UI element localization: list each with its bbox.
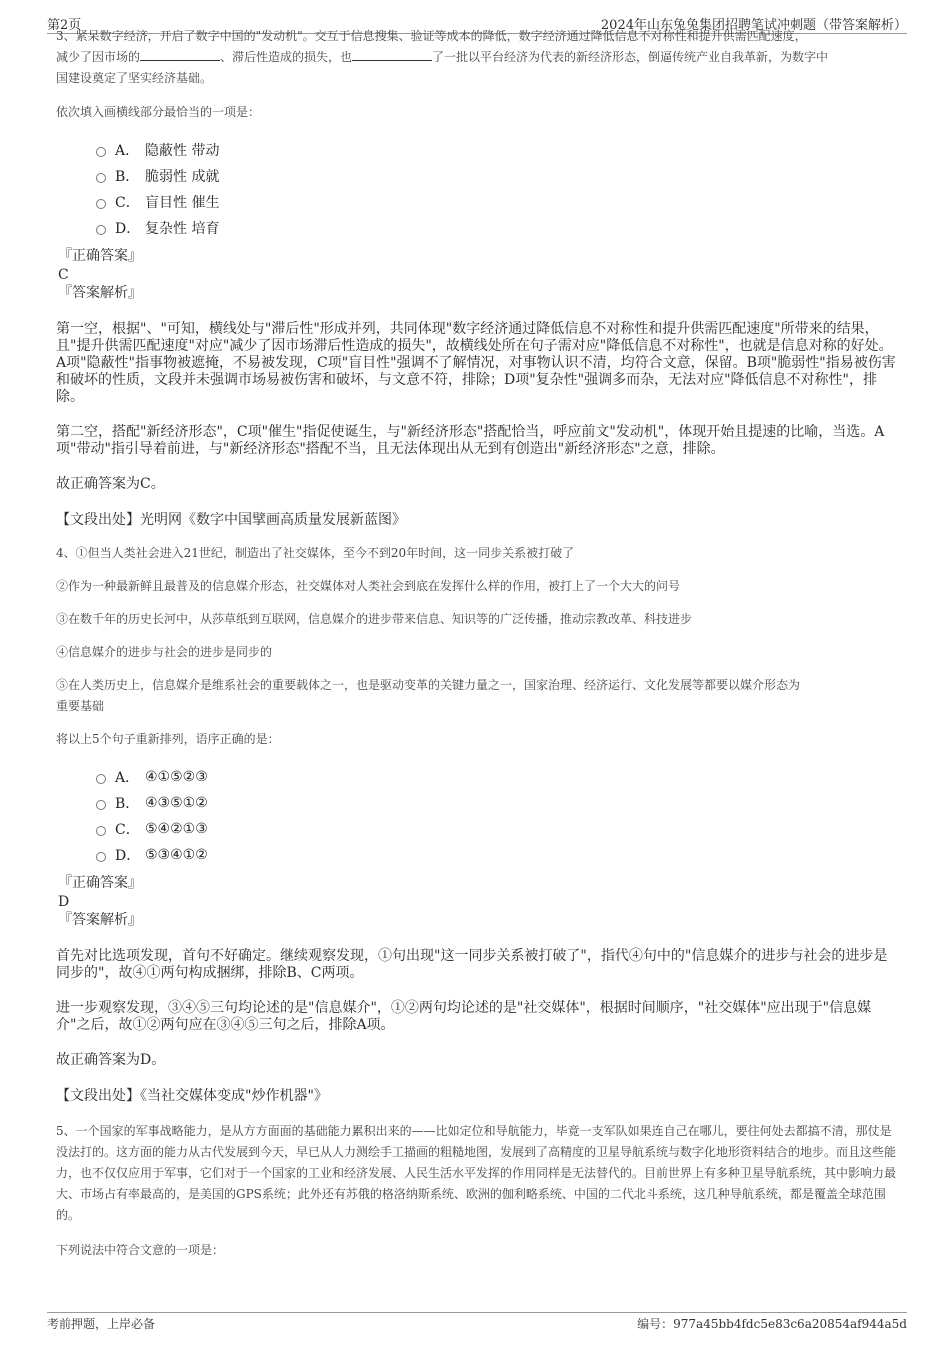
q4-option-c[interactable]: C． ⑤④②①③ [96,816,896,842]
q4-option-b[interactable]: B． ④③⑤①② [96,790,896,816]
q4-options [96,764,896,868]
q4-sentence-5: ⑤在人类历史上，信息媒介是维系社会的重要载体之一，也是驱动变革的关键力量之一，国家治理、经济运行、文化发展等都要以媒介形态为 重要基础 [56,678,801,713]
q3-conclusion: 故正确答案为C。 [56,476,165,492]
page-content [56,29,897,1261]
blank-2 [352,48,432,61]
radio-icon[interactable] [96,826,106,836]
q4-analysis-p2: 进一步观察发现，③④⑤三句均论述的是"信息媒介"，①②两句均论述的是"社交媒体"，根据时间顺序，"社交媒体"应出现于"信息媒介"之后，故①②两句应在③④⑤三句之后，排除A项。 [56,1000,872,1033]
q3-line2 [56,47,896,68]
q4-sentence-2: ②作为一种最新鲜且最普及的信息媒介形态，社交媒体对人类社会到底在发挥什么样的作用，被打上了一个大大的问号 [56,579,681,593]
radio-icon[interactable] [96,852,106,862]
q4-answer-label: 『正确答案』 [58,875,142,891]
radio-icon[interactable] [96,800,106,810]
document-title: 2024年山东兔兔集团招聘笔试冲刺题（带答案解析） [600,18,907,33]
q4-prompt: 将以上5个句子重新排列，语序正确的是： [56,732,280,746]
q3-option-b[interactable]: B． 脆弱性 成就 [96,163,896,189]
q3-option-c[interactable]: C． 盲目性 催生 [96,189,896,215]
footer-divider [47,1312,907,1313]
radio-icon[interactable] [96,147,106,157]
radio-icon[interactable] [96,173,106,183]
q5-stem: 5、一个国家的军事战略能力，是从方方面面的基础能力累积出来的——比如定位和导航能力，毕竟一支军队如果连自己在哪儿，要往何处去都搞不清，那仗是没法打的。这方面的能力从古代发展到今天，早已从人力测绘手工描画的粗糙地图，发展到了高精度的卫星导航系统与数字化地形资料结合的地步。而且这些能力，也不仅仅应用于军事，它们对于一个国家的工业和经济发展、人民生活水平发挥的作用同样是无法替代的。目前世界上有多种卫星导航系统，其中影响力最大、市场占有率最高的，是美国的GPS系统；此外还有苏俄的格洛纳斯系统、欧洲的伽利略系统、中国的二代北斗系统，这几种导航系统，都是覆盖全球范围的。 [56,1124,897,1222]
q3-line1: 3、紧呆数字经济，开启了数字中国的"发动机"。交互于信息搜集、验证等成本的降低，数字经济通过降低信息不对称性和提升供需匹配速度， [56,29,807,43]
q3-analysis-p2: 第二空，搭配"新经济形态"，C项"催生"指促使诞生，与"新经济形态"搭配恰当，呼应前文"发动机"，体现开始且提速的比喻，当选。A项"带动"指引导着前进，与"新经济形态"搭配不当，且无法体现出从无到有创造出"新经济形态"之意，排除。 [56,424,885,457]
q3-prompt: 依次填入画横线部分最恰当的一项是： [56,105,261,119]
footer-slogan: 考前押题，上岸必备 [47,1317,156,1331]
document-id: 编号：977a45bb4fdc5e83c6a20854af944a5d [637,1317,907,1331]
q4-sentence-4: ④信息媒介的进步与社会的进步是同步的 [56,645,273,659]
q3-answer: C [58,267,69,283]
radio-icon[interactable] [96,774,106,784]
blank-1 [140,48,220,61]
q4-source: 【文段出处】《当社交媒体变成"炒作机器"》 [56,1088,328,1104]
q4-option-d[interactable]: D． ⑤③④①② [96,842,896,868]
q4-analysis-label: 『答案解析』 [58,912,142,928]
radio-icon[interactable] [96,225,106,235]
q4-conclusion: 故正确答案为D。 [56,1052,166,1068]
radio-icon[interactable] [96,199,106,209]
q3-analysis-p1: 第一空，根据"、"可知，横线处与"滞后性"形成并列，共同体现"数字经济通过降低信息不对称性和提升供需匹配速度"所带来的结果，且"提升供需匹配速度"对应"减少了因市场滞后性造成的损失"，故横线处所在句子需对应"降低信息不对称性"，也就是信息对称的好处。A项"隐蔽性"指事物被遮掩，不易被发现，C项"盲目性"强调不了解情况，对事物认识不清，均符合文意，保留。B项"脆弱性"指易被伤害和破坏的性质，文段并未强调市场易被伤害和破坏，与文意不符，排除；D项"复杂性"强调多而杂，无法对应"降低信息不对称性"，排除。 [56,321,896,405]
q3-analysis-label: 『答案解析』 [58,285,142,301]
q4-sentence-3: ③在数千年的历史长河中，从莎草纸到互联网，信息媒介的进步带来信息、知识等的广泛传播，推动宗教改革、科技进步 [56,612,693,626]
q4-option-a[interactable]: A． ④①⑤②③ [96,764,896,790]
q3-line2-a: 减少了因市场的 [56,50,141,64]
q3-stem [56,26,896,88]
q3-source: 【文段出处】光明网《数字中国擘画高质量发展新蓝图》 [56,512,406,528]
q4-analysis-p1: 首先对比选项发现，首句不好确定。继续观察发现，①句出现"这一同步关系被打破了"，指代④句中的"信息媒介的进步与社会的进步是同步的"，故④①两句构成捆绑，排除B、C两项。 [56,948,888,981]
q3-line2-c: 了一批以平台经济为代表的新经济形态，倒逼传统产业自我革新，为数字中 [432,50,829,64]
q3-line3: 国建设奠定了坚实经济基础。 [56,71,213,85]
q3-option-d[interactable]: D． 复杂性 培育 [96,215,896,241]
q3-option-a[interactable]: A． 隐蔽性 带动 [96,137,896,163]
page-number: 第2页 [47,18,82,33]
q3-answer-label: 『正确答案』 [58,248,142,264]
q5-prompt: 下列说法中符合文意的一项是： [56,1243,225,1257]
q4-answer: D [58,894,70,910]
q3-line2-b: 、滞后性造成的损失，也 [220,50,353,64]
q3-options [96,137,896,241]
q4-sentence-1: 4、①但当人类社会进入21世纪，制造出了社交媒体，至今不到20年时间，这一同步关系被打破了 [56,546,575,560]
